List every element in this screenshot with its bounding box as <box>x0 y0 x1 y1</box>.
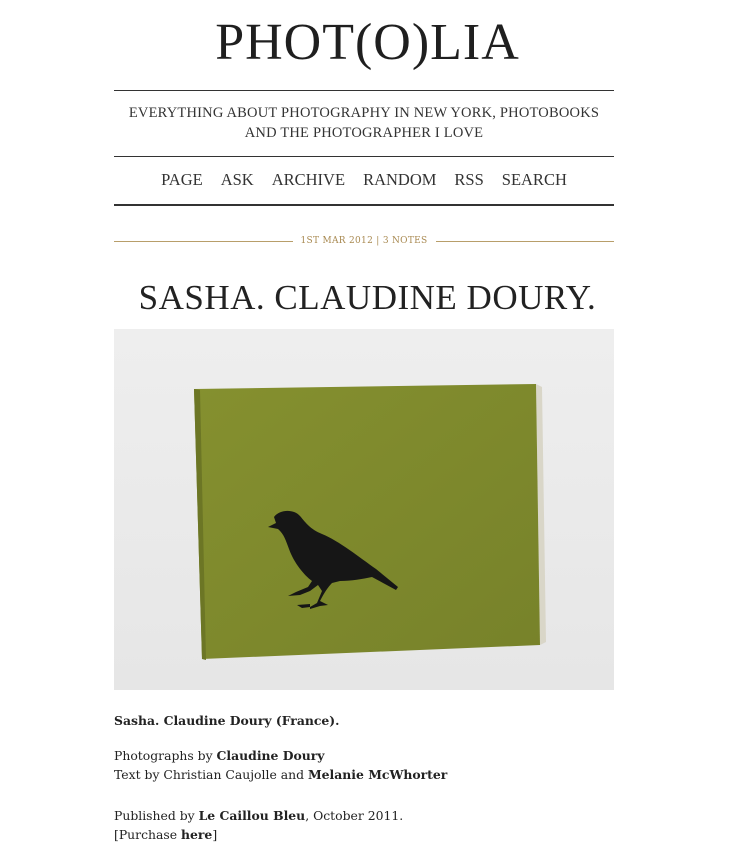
tagline-line-2: AND THE PHOTOGRAPHER I LOVE <box>244 125 484 141</box>
nav-ask[interactable]: ASK <box>220 170 254 189</box>
meta-rule-right <box>436 241 615 242</box>
text-author: Melanie McWhorter <box>307 767 448 782</box>
site-tagline <box>114 103 614 143</box>
divider-top <box>114 90 614 91</box>
photographs-credit <box>114 746 634 765</box>
published-line <box>114 806 634 825</box>
text-credit <box>114 765 634 784</box>
purchase-line <box>114 825 634 844</box>
post-photo[interactable] <box>114 329 614 690</box>
post-title[interactable]: SASHA. CLAUDINE DOURY. <box>138 278 597 317</box>
caption-heading-text: Sasha. Claudine Doury (France). <box>114 713 340 728</box>
nav-page[interactable]: PAGE <box>161 170 203 189</box>
purchase-link[interactable]: here <box>181 827 213 842</box>
nav-search[interactable]: SEARCH <box>501 170 567 189</box>
text-prefix: Text by Christian Caujolle and <box>114 767 308 782</box>
meta-separator: | <box>376 236 380 246</box>
post-meta-text <box>293 236 436 246</box>
book-photo-illustration <box>114 329 614 690</box>
nav-random[interactable]: RANDOM <box>363 170 437 189</box>
divider-middle <box>114 156 614 157</box>
meta-rule-left <box>114 241 293 242</box>
nav-archive[interactable]: ARCHIVE <box>271 170 346 189</box>
nav-rss[interactable]: RSS <box>454 170 484 189</box>
site-title[interactable]: PHOT(O)LIA <box>215 14 520 71</box>
purchase-open: [Purchase <box>114 827 182 842</box>
publication-paragraph <box>114 806 634 844</box>
credits-paragraph <box>114 746 634 784</box>
published-suffix: , October 2011. <box>305 808 404 823</box>
main-nav <box>114 170 614 190</box>
publisher-name: Le Caillou Bleu <box>198 808 306 823</box>
photos-prefix: Photographs by <box>114 748 217 763</box>
photographer-name: Claudine Doury <box>216 748 325 763</box>
tagline-line-1: EVERYTHING ABOUT PHOTOGRAPHY IN NEW YORK, PHOTOBOOKS <box>128 105 600 121</box>
post-notes-link[interactable]: 3 NOTES <box>382 236 428 246</box>
post-date-link[interactable]: 1ST MAR 2012 <box>300 236 374 246</box>
caption-heading <box>114 711 634 730</box>
published-prefix: Published by <box>114 808 199 823</box>
purchase-close: ] <box>212 827 218 842</box>
post-meta <box>114 232 614 250</box>
divider-bottom <box>114 204 614 206</box>
